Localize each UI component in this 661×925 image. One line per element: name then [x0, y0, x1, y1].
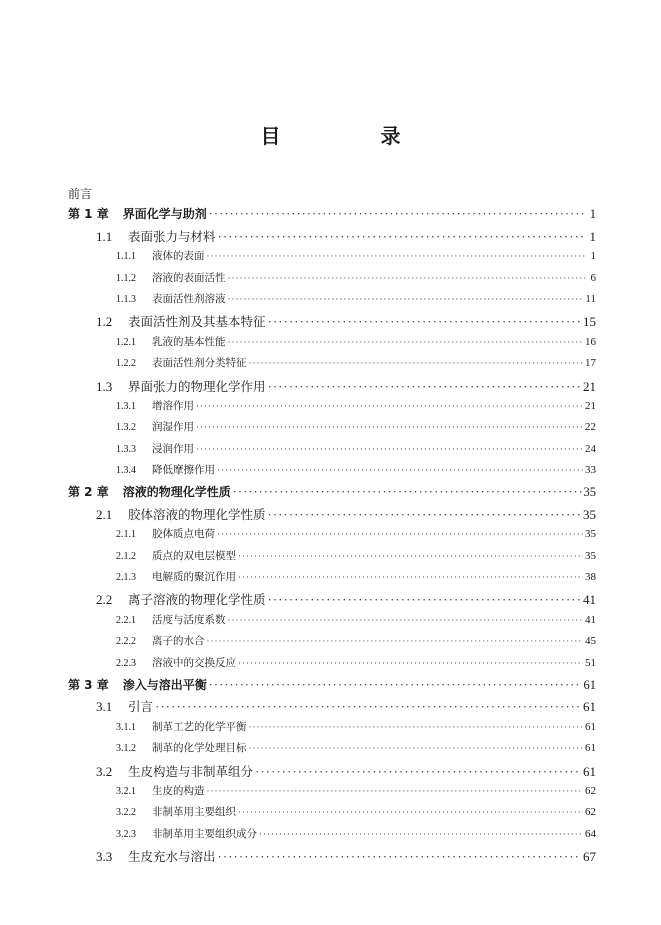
- entry-title: 生皮构造与非制革组分: [128, 763, 254, 779]
- entry-number: 2.1.2: [116, 550, 136, 562]
- entry-number: 2.2: [96, 592, 113, 608]
- entry-number: 3.3: [96, 849, 113, 865]
- entry-title: 渗入与溶出平衡: [122, 677, 207, 692]
- entry-number: 第 3 章: [68, 677, 109, 692]
- entry-number: 1.3: [96, 378, 113, 394]
- dot-leader: [207, 786, 584, 796]
- toc-section-entry[interactable]: [68, 847, 596, 868]
- table-of-contents: [68, 184, 596, 869]
- dot-leader: [217, 465, 583, 475]
- dot-leader: [249, 722, 584, 732]
- toc-chapter-entry[interactable]: [68, 205, 596, 226]
- toc-subsection-entry[interactable]: [68, 270, 596, 291]
- entry-number: 2.1: [96, 506, 113, 522]
- toc-subsection-entry[interactable]: [68, 633, 596, 654]
- entry-title: 表面活性剂及其基本特征: [128, 314, 266, 330]
- entry-title: 胶体质点电荷: [152, 528, 215, 541]
- entry-page-number: 61: [585, 742, 596, 755]
- entry-page-number: 41: [585, 613, 596, 626]
- entry-page-number: 1: [590, 250, 596, 263]
- entry-page-number: 61: [583, 763, 596, 779]
- preface-entry[interactable]: 前言: [68, 187, 93, 201]
- dot-leader: [249, 358, 584, 368]
- entry-page-number: 61: [583, 699, 596, 715]
- entry-page-number: 11: [585, 292, 596, 305]
- toc-subsection-entry[interactable]: [68, 248, 596, 269]
- toc-section-entry[interactable]: [68, 377, 596, 398]
- dot-leader: [238, 658, 583, 668]
- entry-number: 第 2 章: [68, 485, 109, 500]
- entry-number: 3.2.1: [116, 785, 136, 797]
- entry-number: 1.1.2: [116, 272, 136, 284]
- entry-number: 1.2.2: [116, 358, 136, 370]
- dot-leader: [196, 444, 583, 454]
- toc-subsection-entry[interactable]: [68, 719, 596, 740]
- entry-title: 乳液的基本性能: [152, 335, 226, 348]
- toc-subsection-entry[interactable]: [68, 612, 596, 633]
- toc-section-entry[interactable]: [68, 227, 596, 248]
- toc-chapter-entry[interactable]: [68, 676, 596, 697]
- entry-page-number: 6: [590, 271, 596, 284]
- entry-page-number: 62: [585, 784, 596, 797]
- entry-title: 制革工艺的化学平衡: [152, 720, 247, 733]
- entry-page-number: 17: [585, 357, 596, 370]
- entry-title: 液体的表面: [152, 250, 205, 263]
- dot-leader: [268, 592, 581, 608]
- entry-page-number: 62: [585, 806, 596, 819]
- entry-title: 活度与活度系数: [152, 613, 226, 626]
- entry-page-number: 1: [589, 228, 596, 244]
- entry-title: 电解质的聚沉作用: [152, 571, 236, 584]
- dot-leader: [268, 379, 581, 395]
- entry-number: 1.1.1: [116, 251, 136, 263]
- entry-title: 离子的水合: [152, 635, 205, 648]
- toc-subsection-entry[interactable]: [68, 548, 596, 569]
- dot-leader: [218, 229, 586, 245]
- entry-number: 第 1 章: [68, 207, 109, 222]
- entry-number: 1.1: [96, 228, 113, 244]
- entry-number: 1.3.2: [116, 422, 136, 434]
- entry-page-number: 35: [583, 485, 596, 500]
- entry-title: 质点的双电层模型: [152, 549, 236, 562]
- dot-leader: [218, 849, 581, 865]
- entry-number: 1.3.4: [116, 465, 136, 477]
- entry-page-number: 41: [583, 592, 596, 608]
- dot-leader: [155, 699, 581, 715]
- entry-title: 表面张力与材料: [128, 228, 216, 244]
- entry-page-number: 15: [583, 314, 596, 330]
- entry-page-number: 16: [585, 335, 596, 348]
- entry-title: 引言: [128, 699, 154, 715]
- entry-page-number: 24: [585, 442, 596, 455]
- page-title: 目 录: [260, 124, 441, 148]
- dot-leader: [209, 678, 582, 693]
- entry-page-number: 21: [585, 399, 596, 412]
- entry-number: 1.1.3: [116, 293, 136, 305]
- entry-page-number: 45: [585, 635, 596, 648]
- entry-title: 浸润作用: [152, 442, 194, 455]
- entry-number: 3.2.2: [116, 807, 136, 819]
- dot-leader: [209, 207, 586, 222]
- dot-leader: [228, 615, 584, 625]
- toc-chapter-entry[interactable]: [68, 483, 596, 504]
- entry-number: 1.3.3: [116, 443, 136, 455]
- toc-subsection-entry[interactable]: [68, 441, 596, 462]
- dot-leader: [259, 829, 583, 839]
- entry-number: 2.2.1: [116, 614, 136, 626]
- toc-subsection-entry[interactable]: [68, 398, 596, 419]
- entry-title: 降低摩擦作用: [152, 464, 215, 477]
- dot-leader: [228, 273, 587, 283]
- toc-section-entry[interactable]: [68, 762, 596, 783]
- toc-rows: [68, 205, 596, 868]
- toc-subsection-entry[interactable]: [68, 783, 596, 804]
- entry-page-number: 64: [585, 827, 596, 840]
- entry-page-number: 67: [583, 849, 596, 865]
- entry-title: 溶液中的交换反应: [152, 656, 236, 669]
- entry-title: 溶液的物理化学性质: [122, 485, 231, 500]
- dot-leader: [238, 572, 583, 582]
- toc-subsection-entry[interactable]: [68, 462, 596, 483]
- entry-number: 2.1.1: [116, 529, 136, 541]
- toc-subsection-entry[interactable]: [68, 334, 596, 355]
- dot-leader: [255, 764, 581, 780]
- entry-number: 3.1: [96, 699, 113, 715]
- entry-page-number: 38: [585, 571, 596, 584]
- entry-page-number: 51: [585, 656, 596, 669]
- entry-title: 非制革用主要组织成分: [152, 827, 257, 840]
- entry-number: 2.1.3: [116, 572, 136, 584]
- dot-leader: [268, 507, 581, 523]
- dot-leader: [196, 401, 583, 411]
- entry-page-number: 35: [585, 549, 596, 562]
- toc-subsection-entry[interactable]: [68, 419, 596, 440]
- dot-leader: [228, 337, 584, 347]
- dot-leader: [207, 251, 587, 261]
- entry-page-number: 22: [585, 421, 596, 434]
- toc-subsection-entry[interactable]: [68, 826, 596, 847]
- entry-page-number: 61: [585, 720, 596, 733]
- toc-subsection-entry[interactable]: [68, 291, 596, 312]
- entry-number: 3.1.1: [116, 721, 136, 733]
- entry-title: 界面张力的物理化学作用: [128, 378, 266, 394]
- dot-leader: [217, 529, 583, 539]
- entry-number: 2.2.3: [116, 657, 136, 669]
- dot-leader: [238, 807, 583, 817]
- entry-page-number: 61: [583, 677, 596, 692]
- entry-number: 3.2: [96, 763, 113, 779]
- entry-number: 3.1.2: [116, 743, 136, 755]
- entry-page-number: 33: [585, 464, 596, 477]
- entry-title: 表面活性剂溶液: [152, 292, 226, 305]
- toc-subsection-entry[interactable]: [68, 804, 596, 825]
- entry-title: 表面活性剂分类特征: [152, 357, 247, 370]
- toc-section-entry[interactable]: [68, 505, 596, 526]
- dot-leader: [238, 551, 583, 561]
- dot-leader: [233, 485, 582, 500]
- toc-subsection-entry[interactable]: [68, 740, 596, 761]
- entry-title: 溶液的表面活性: [152, 271, 226, 284]
- entry-title: 增溶作用: [152, 399, 194, 412]
- entry-number: 1.2: [96, 314, 113, 330]
- entry-page-number: 21: [583, 378, 596, 394]
- entry-number: 1.3.1: [116, 400, 136, 412]
- entry-page-number: 35: [585, 528, 596, 541]
- entry-number: 3.2.3: [116, 828, 136, 840]
- entry-title: 界面化学与助剂: [122, 207, 207, 222]
- entry-title: 离子溶液的物理化学性质: [128, 592, 266, 608]
- entry-number: 2.2.2: [116, 636, 136, 648]
- toc-section-entry[interactable]: [68, 697, 596, 718]
- entry-title: 胶体溶液的物理化学性质: [128, 506, 266, 522]
- toc-subsection-entry[interactable]: [68, 655, 596, 676]
- entry-number: 1.2.1: [116, 336, 136, 348]
- entry-title: 生皮充水与溶出: [128, 849, 216, 865]
- entry-title: 非制革用主要组织: [152, 806, 236, 819]
- toc-subsection-entry[interactable]: [68, 526, 596, 547]
- dot-leader: [268, 314, 581, 330]
- dot-leader: [196, 422, 583, 432]
- entry-title: 生皮的构造: [152, 784, 205, 797]
- toc-subsection-entry[interactable]: [68, 569, 596, 590]
- toc-subsection-entry[interactable]: [68, 355, 596, 376]
- entry-title: 润湿作用: [152, 421, 194, 434]
- entry-title: 制革的化学处理目标: [152, 742, 247, 755]
- dot-leader: [207, 636, 584, 646]
- dot-leader: [249, 743, 584, 753]
- dot-leader: [228, 294, 584, 304]
- entry-page-number: 1: [589, 207, 596, 222]
- entry-page-number: 35: [583, 506, 596, 522]
- toc-section-entry[interactable]: [68, 590, 596, 611]
- toc-section-entry[interactable]: [68, 312, 596, 333]
